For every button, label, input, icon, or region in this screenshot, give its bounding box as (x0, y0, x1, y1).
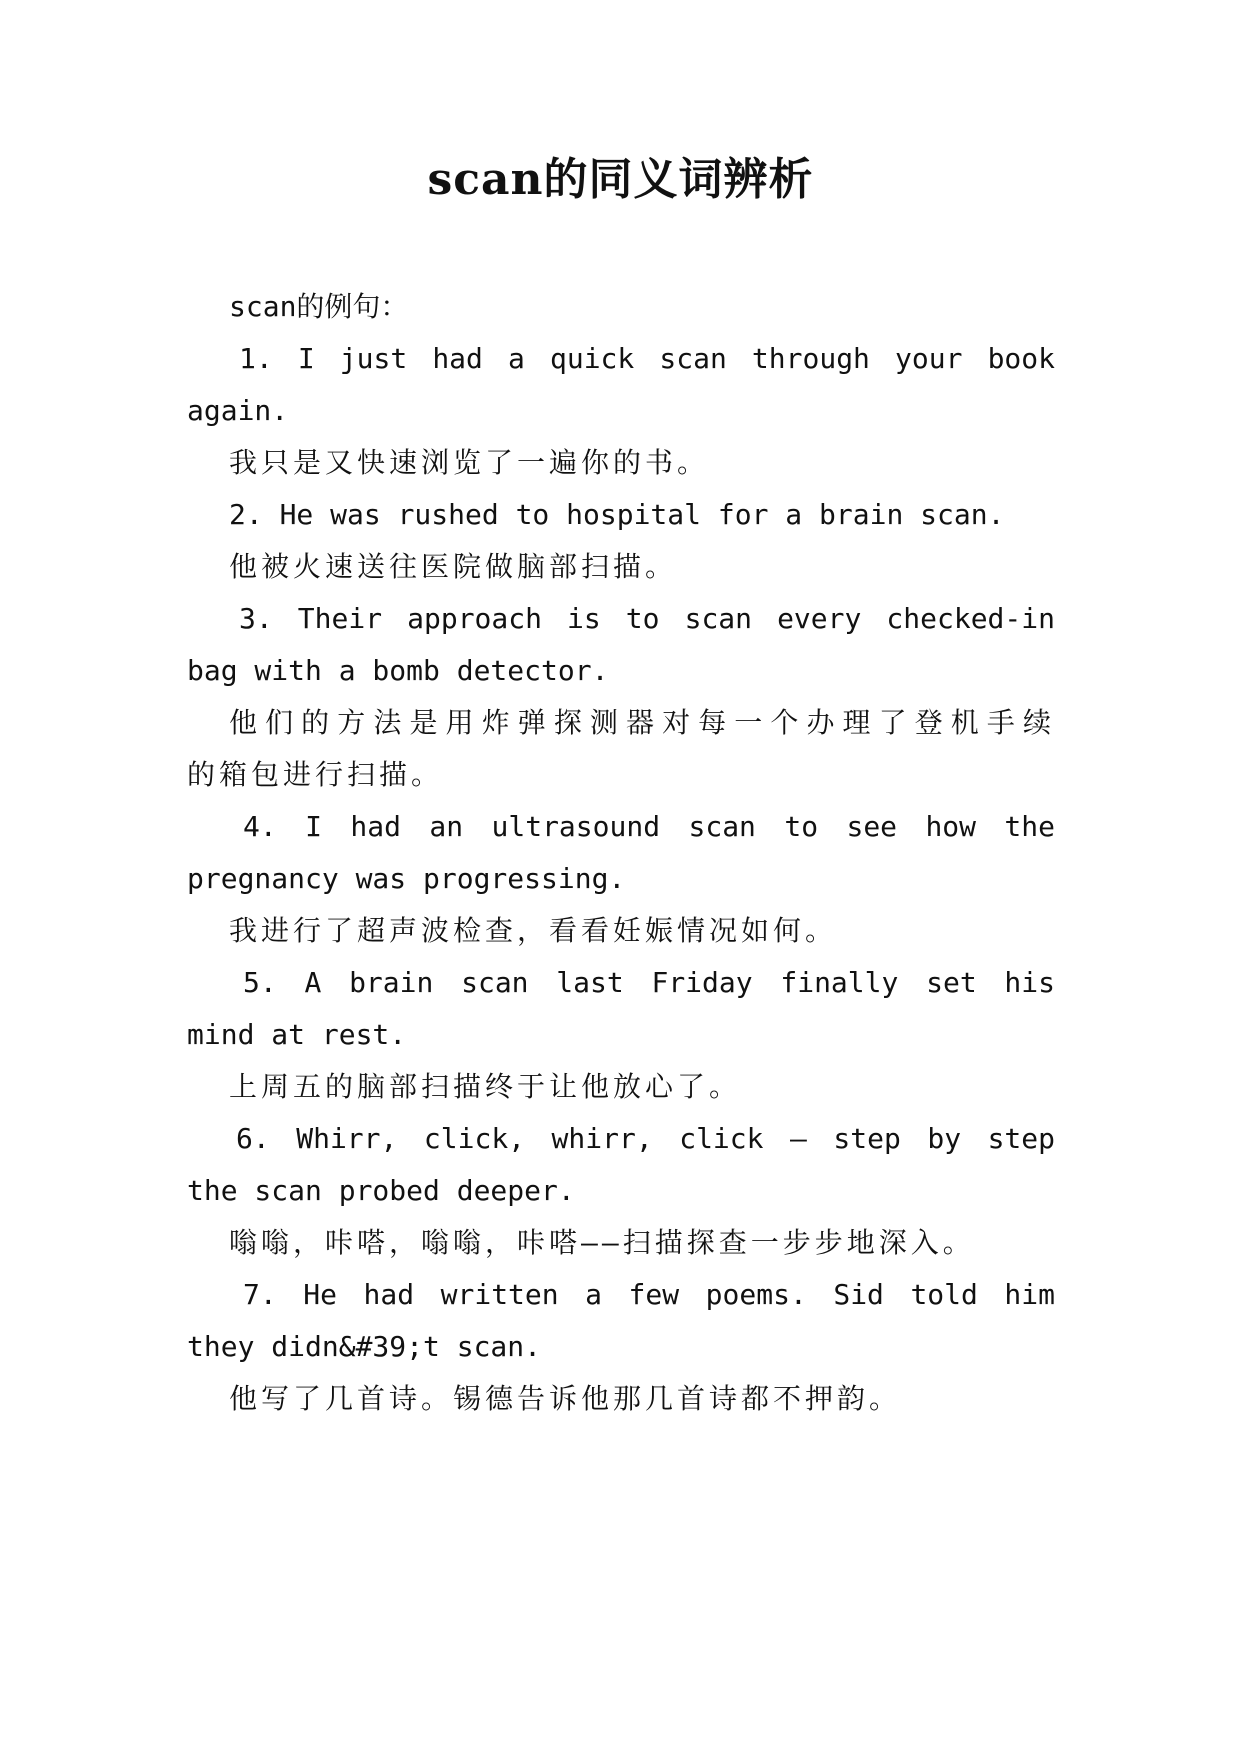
example-1-en-line-2: again. (187, 394, 289, 427)
example-4-en-line-1: 4. I had an ultrasound scan to see how the (243, 810, 1055, 843)
example-4-en-line-2: pregnancy was progressing. (187, 862, 626, 895)
example-7-en-line-2: they didn&#39;t scan. (187, 1330, 542, 1363)
example-2-zh: 他被火速送往医院做脑部扫描。 (229, 550, 678, 583)
example-3-en-line-2: bag with a bomb detector. (187, 654, 609, 687)
example-6-en-line-2: the scan probed deeper. (187, 1174, 575, 1207)
example-1-en-line-1: 1. I just had a quick scan through your book (239, 342, 1055, 375)
example-7-en-line-1: 7. He had written a few poems. Sid told him (243, 1278, 1055, 1311)
example-1-zh: 我只是又快速浏览了一遍你的书。 (229, 446, 710, 479)
document-title: scan的同义词辨析 (427, 154, 814, 205)
example-5-en-line-1: 5. A brain scan last Friday finally set his (243, 966, 1055, 999)
example-5-zh: 上周五的脑部扫描终于让他放心了。 (229, 1070, 742, 1103)
example-2-en: 2. He was rushed to hospital for a brain scan. (229, 498, 1005, 531)
example-5-en-line-2: mind at rest. (187, 1018, 407, 1051)
example-6-zh: 嗡嗡，咔嗒，嗡嗡，咔嗒——扫描探查一步步地深入。 (229, 1226, 975, 1259)
example-6-en-line-1: 6. Whirr, click, whirr, click — step by step (236, 1122, 1055, 1155)
example-4-zh: 我进行了超声波检查，看看妊娠情况如何。 (229, 914, 838, 947)
example-3-zh-line-2: 的箱包进行扫描。 (187, 758, 444, 791)
intro-line: scan的例句： (229, 290, 409, 323)
example-7-zh: 他写了几首诗。锡德告诉他那几首诗都不押韵。 (229, 1382, 902, 1415)
example-3-zh-line-1: 他们的方法是用炸弹探测器对每一个办理了登机手续 (229, 706, 1055, 739)
example-3-en-line-1: 3. Their approach is to scan every checked-in (239, 602, 1055, 635)
